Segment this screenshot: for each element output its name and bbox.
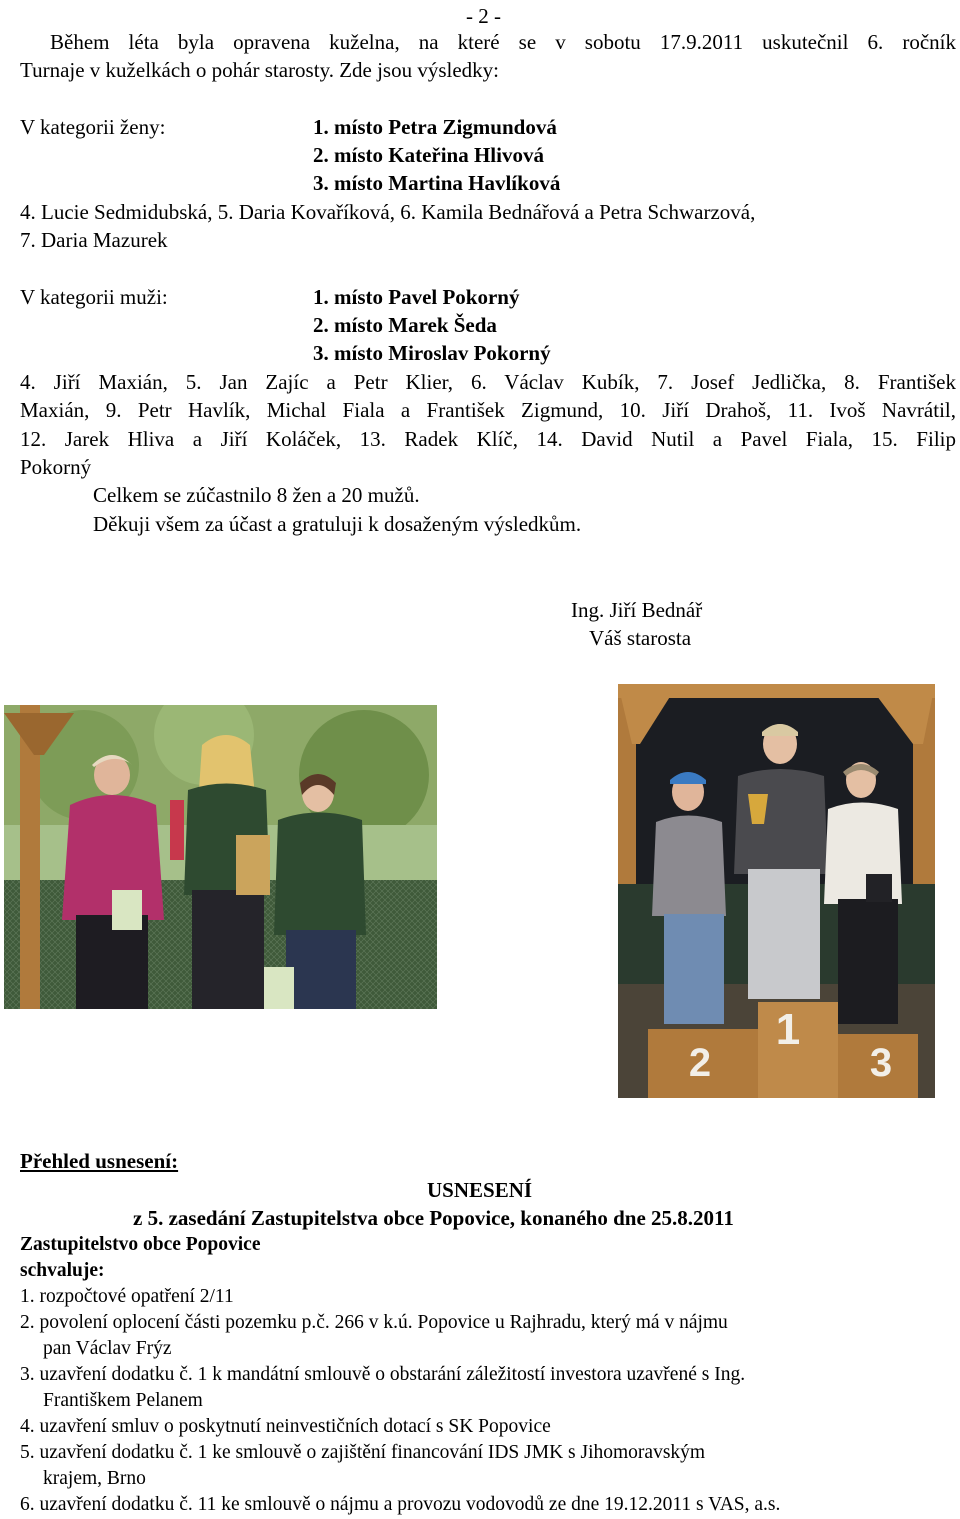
thanks-text: Děkuji všem za účast a gratuluji k dosaženým výsledkům. [93, 512, 582, 536]
women-place-3: 3. místo Martina Havlíková [313, 171, 561, 195]
women-others-2: 7. Daria Mazurek [20, 228, 168, 252]
women-category-label: V kategorii ženy: [20, 115, 166, 139]
resolution-item-continuation: pan Václav Frýz [43, 1338, 172, 1359]
signature-name: Ing. Jiří Bednář [571, 598, 703, 622]
resolution-item-continuation: krajem, Brno [43, 1468, 146, 1489]
men-others-4: Pokorný [20, 455, 92, 479]
podium-digit-1: 1 [775, 1005, 801, 1054]
men-place-1: 1. místo Pavel Pokorný [313, 285, 520, 309]
intro-line-1: Během léta byla opravena kuželna, na které se v sobotu 17.9.2011 uskutečnil 6. ročník [50, 30, 956, 54]
women-others-1: 4. Lucie Sedmidubská, 5. Daria Kovaříková, 6. Kamila Bednářová a Petra Schwarzová, [20, 200, 756, 224]
women-place-2: 2. místo Kateřina Hlivová [313, 143, 544, 167]
men-others-3: 12. Jarek Hliva a Jiří Koláček, 13. Radek Klíč, 14. David Nutil a Pavel Fiala, 15. Filip [20, 427, 956, 451]
podium-digit-3: 3 [869, 1041, 893, 1085]
resolution-item: 2. povolení oplocení části pozemku p.č. 266 v k.ú. Popovice u Rajhradu, který má v nájmu [20, 1312, 728, 1333]
resolutions-body: Zastupitelstvo obce Popovice [20, 1234, 261, 1255]
men-others-1: 4. Jiří Maxián, 5. Jan Zajíc a Petr Klier, 6. Václav Kubík, 7. Josef Jedlička, 8. František [20, 370, 956, 394]
resolution-item: 6. uzavření dodatku č. 11 ke smlouvě o nájmu a provozu vodovodů ze dne 19.12.2011 s VAS, a.s. [20, 1494, 781, 1515]
resolutions-approves: schvaluje: [20, 1260, 105, 1281]
men-place-3: 3. místo Miroslav Pokorný [313, 341, 551, 365]
podium-digit-2: 2 [688, 1041, 712, 1085]
signature-role: Váš starosta [589, 626, 692, 650]
photo-men-podium [618, 684, 935, 1098]
page-number: - 2 - [466, 4, 501, 28]
resolutions-heading: Přehled usnesení: [20, 1149, 179, 1173]
women-place-1: 1. místo Petra Zigmundová [313, 115, 557, 139]
participants-total: Celkem se zúčastnilo 8 žen a 20 mužů. [93, 483, 420, 507]
resolution-item: 5. uzavření dodatku č. 1 ke smlouvě o zajištění financování IDS JMK s Jihomoravským [20, 1442, 706, 1463]
resolutions-title: USNESENÍ [427, 1178, 533, 1202]
intro-line-2: Turnaje v kuželkách o pohár starosty. Zde jsou výsledky: [20, 58, 500, 82]
photo-women-winners [4, 705, 437, 1009]
resolutions-subtitle: z 5. zasedání Zastupitelstva obce Popovice, konaného dne 25.8.2011 [133, 1206, 734, 1230]
resolution-item: 4. uzavření smluv o poskytnutí neinvestičních dotací s SK Popovice [20, 1416, 551, 1437]
men-others-2: Maxián, 9. Petr Havlík, Michal Fiala a František Zigmund, 10. Jiří Drahoš, 11. Ivoš Navrátil, [20, 398, 956, 422]
resolution-item-continuation: Františkem Pelanem [43, 1390, 203, 1411]
men-category-label: V kategorii muži: [20, 285, 168, 309]
resolution-item: 3. uzavření dodatku č. 1 k mandátní smlouvě o obstarání záležitostí investora uzavřené s Ing. [20, 1364, 746, 1385]
resolution-item: 1. rozpočtové opatření 2/11 [20, 1286, 234, 1307]
men-place-2: 2. místo Marek Šeda [313, 313, 497, 337]
